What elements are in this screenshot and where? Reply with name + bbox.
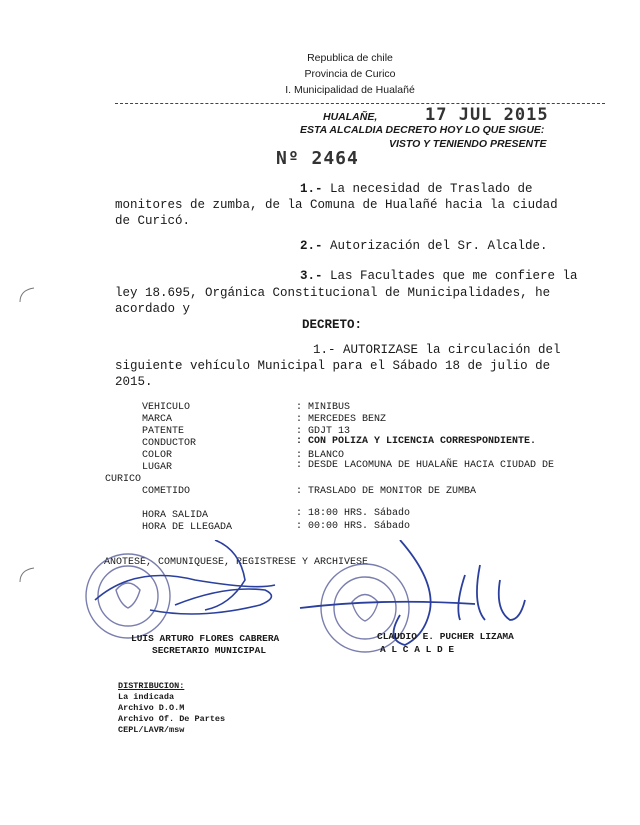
punch-hole-icon bbox=[16, 284, 36, 304]
point-3-line-2: ley 18.695, Orgánica Constitucional de Municipalidades, he bbox=[115, 286, 551, 300]
date-stamp: 17 JUL 2015 bbox=[425, 105, 549, 125]
distribution-title: DISTRIBUCION: bbox=[118, 681, 185, 691]
decree-number: Nº 2464 bbox=[276, 148, 359, 169]
header-line-republica: Republica de chile bbox=[307, 52, 393, 64]
mayor-title: A L C A L D E bbox=[380, 644, 455, 655]
point-1-first bbox=[300, 182, 533, 196]
resolution-line-3: 2015. bbox=[115, 375, 153, 389]
vehicle-value-lugar: : DESDE LACOMUNA DE HUALAÑE HACIA CIUDAD DE bbox=[296, 460, 555, 471]
distribution-item: Archivo Of. De Partes bbox=[118, 714, 226, 724]
vehicle-label-marca: MARCA bbox=[142, 414, 173, 425]
hora-llegada-value: : 00:00 HRS. Sábado bbox=[296, 521, 411, 532]
mayor-signature-icon bbox=[300, 540, 525, 645]
resolution-line-2: siguiente vehículo Municipal para el Sábado 18 de julio de bbox=[115, 359, 551, 373]
decreto-title: DECRETO: bbox=[302, 318, 363, 332]
point-2-number: 2.- bbox=[300, 239, 323, 253]
resolution-first: 1.- AUTORIZASE la circulación del bbox=[313, 343, 561, 357]
point-1-number: 1.- bbox=[300, 182, 323, 196]
point-3-first bbox=[300, 269, 578, 283]
decree-announcement: ESTA ALCALDIA DECRETO HOY LO QUE SIGUE: bbox=[300, 124, 545, 136]
closing-line: ANOTESE, COMUNIQUESE, REGISTRESE Y ARCHIVESE bbox=[104, 557, 369, 568]
secretary-title: SECRETARIO MUNICIPAL bbox=[152, 645, 267, 656]
visto-line: VISTO Y TENIENDO PRESENTE bbox=[389, 138, 547, 150]
header-divider bbox=[115, 103, 605, 104]
vehicle-value-vehiculo: : MINIBUS bbox=[296, 402, 351, 413]
distribution-item: Archivo D.O.M bbox=[118, 703, 185, 713]
vehicle-lugar-continued: CURICO bbox=[105, 474, 142, 485]
point-3-text: Las Facultades que me confiere la bbox=[322, 269, 578, 283]
point-2-text: Autorización del Sr. Alcalde. bbox=[322, 239, 548, 253]
point-2 bbox=[300, 239, 548, 253]
point-1-line-2: monitores de zumba, de la Comuna de Hualañé hacia la ciudad bbox=[115, 198, 558, 212]
vehicle-label-patente: PATENTE bbox=[142, 426, 185, 437]
secretary-name: LUIS ARTURO FLORES CABRERA bbox=[131, 633, 280, 644]
vehicle-value-conductor: : CON POLIZA Y LICENCIA CORRESPONDIENTE. bbox=[296, 436, 537, 447]
point-1-text: La necesidad de Traslado de bbox=[322, 182, 533, 196]
hora-salida-label: HORA SALIDA bbox=[142, 510, 209, 521]
vehicle-label-vehiculo: VEHICULO bbox=[142, 402, 191, 413]
vehicle-label-lugar: LUGAR bbox=[142, 462, 173, 473]
vehicle-label-conductor: CONDUCTOR bbox=[142, 438, 197, 449]
header-line-provincia: Provincia de Curico bbox=[304, 68, 396, 80]
point-3-line-3: acordado y bbox=[115, 302, 191, 316]
point-1-line-3: de Curicó. bbox=[115, 214, 191, 228]
vehicle-value-patente: : GDJT 13 bbox=[296, 426, 351, 437]
punch-hole-icon bbox=[16, 564, 36, 584]
header-line-municipalidad: I. Municipalidad de Hualañé bbox=[285, 84, 415, 96]
hora-llegada-label: HORA DE LLEGADA bbox=[142, 522, 233, 533]
mayor-name: CLAUDIO E. PUCHER LIZAMA bbox=[377, 631, 514, 642]
distribution-item: CEPL/LAVR/msw bbox=[118, 725, 185, 735]
cometido-label: COMETIDO bbox=[142, 486, 191, 497]
stamps-and-signatures bbox=[0, 540, 640, 670]
place-label: HUALAÑE, bbox=[323, 111, 378, 123]
vehicle-value-marca: : MERCEDES BENZ bbox=[296, 414, 387, 425]
hora-salida-value: : 18:00 HRS. Sábado bbox=[296, 508, 411, 519]
vehicle-label-color: COLOR bbox=[142, 450, 173, 461]
point-3-number: 3.- bbox=[300, 269, 323, 283]
vehicle-value-color: : BLANCO bbox=[296, 450, 345, 461]
distribution-item: La indicada bbox=[118, 692, 175, 702]
cometido-value: : TRASLADO DE MONITOR DE ZUMBA bbox=[296, 486, 477, 497]
